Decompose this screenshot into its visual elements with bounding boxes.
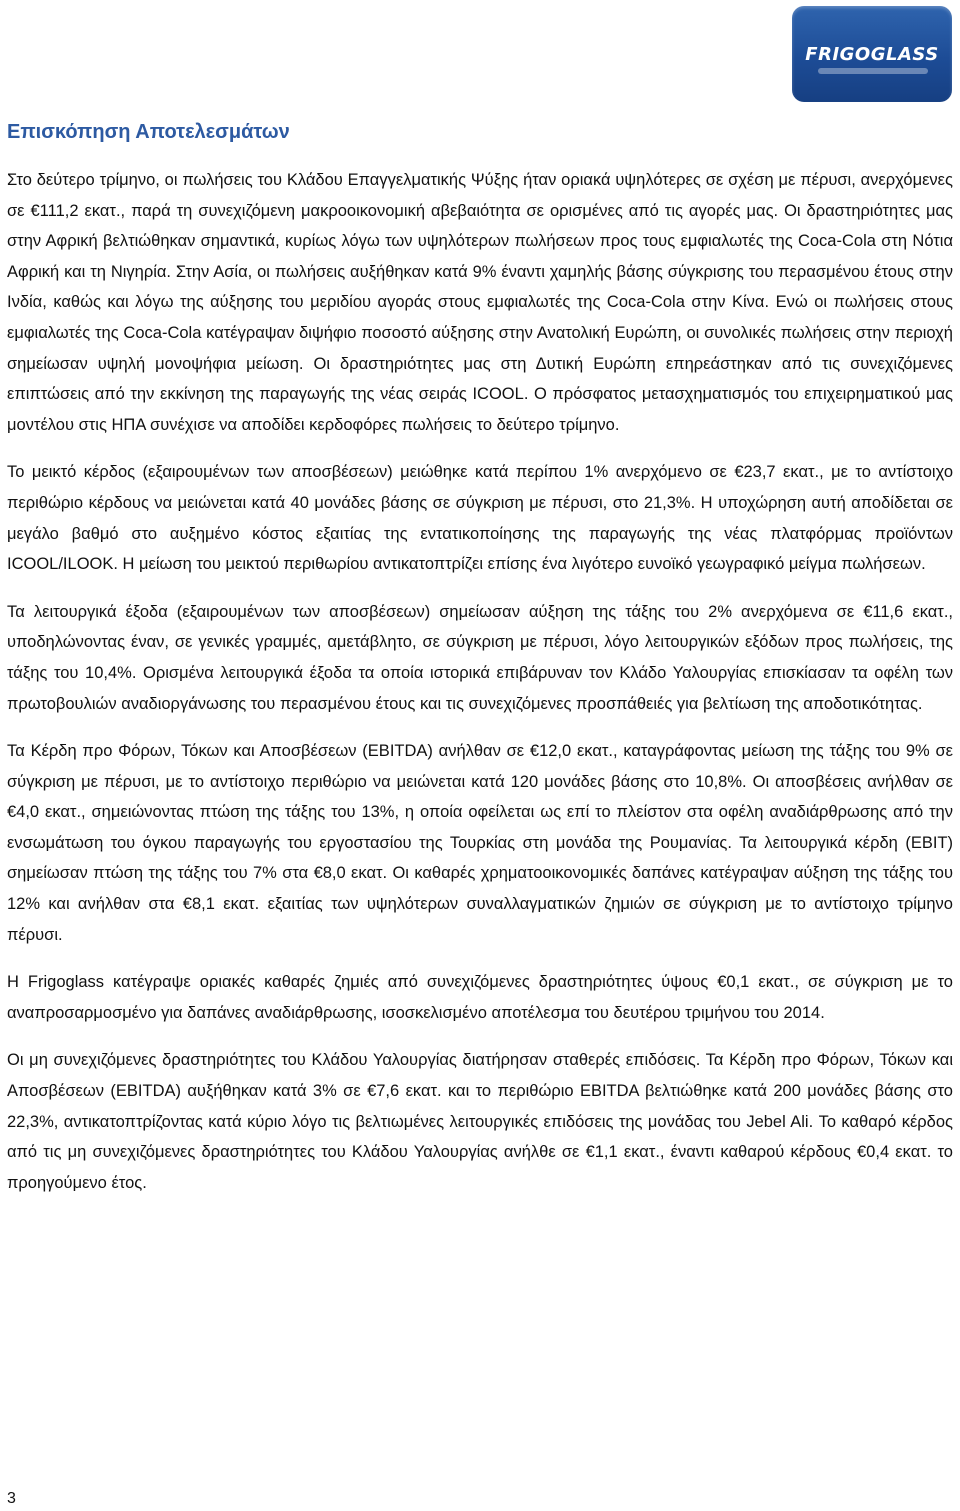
frigoglass-logo xyxy=(792,6,952,102)
paragraph-operating-expenses: Τα λειτουργικά έξοδα (εξαιρουμένων των αποσβέσεων) σημείωσαν αύξηση της τάξης του 2% ανερχόμενα σε €11,6 εκατ., υποδηλώνοντας έναν, σε γενικές γραμμές, αμετάβλητο, σε σύγκριση με πέρυσι, λόγο λειτουργικών εξόδων προς πωλήσεις, της τάξης του 10,4%. Ορισμένα λειτουργικά έξοδα τα οποία ιστορικά επιβάρυναν τον Κλάδο Υαλουργίας επισκίασαν τα οφέλη των πρωτοβουλιών αναδιοργάνωσης του περασμένου έτους και τις συνεχιζόμενες προσπάθειές για βελτίωση της αποδοτικότητας. xyxy=(7,602,953,713)
section-heading: Επισκόπηση Αποτελεσμάτων xyxy=(7,121,290,143)
page-number: 3 xyxy=(7,1490,16,1507)
paragraph-discontinued-operations: Οι μη συνεχιζόμενες δραστηριότητες του Κλάδου Υαλουργίας διατήρησαν σταθερές επιδόσεις. Τα Κέρδη προ Φόρων, Τόκων και Αποσβέσεων (EBITDA) αυξήθηκαν κατά 3% σε €7,6 εκατ. και το περιθώριο EBITDA βελτιώθηκε κατά 200 μονάδες βάσης στο 22,3%, αντικατοπτρίζοντας κατά κύριο λόγο τις βελτιωμένες λειτουργικές επιδόσεις της μονάδας του Jebel Ali. Το καθαρό κέρδος από τις μη συνεχιζόμενες δραστηριότητες του Κλάδου Υαλουργίας ανήλθε σε €1,1 εκατ., έναντι καθαρού κέρδους €0,4 εκατ. το προηγούμενο έτος. xyxy=(7,1051,953,1192)
paragraph-gross-profit: Το μεικτό κέρδος (εξαιρουμένων των αποσβέσεων) μειώθηκε κατά περίπου 1% ανερχόμενο σε €23,7 εκατ., με το αντίστοιχο περιθώριο κέρδους να μειώνεται κατά 40 μονάδες βάσης σε σύγκριση με πέρυσι, στο 21,3%. Η υποχώρηση αυτή αποδίδεται σε μεγάλο βαθμό στο αυξημένο κόστος εξαιτίας της εντατικοποίησης της παραγωγής της νέας πλατφόρμας προϊόντων ICOOL/ILOOK. Η μείωση του μεικτού περιθωρίου αντικατοπτρίζει επίσης ένα λιγότερο ευνοϊκό γεωγραφικό μείγμα πωλήσεων. xyxy=(7,463,953,574)
logo-text: FRIGOGLASS xyxy=(805,44,939,65)
paragraph-ebitda: Τα Κέρδη προ Φόρων, Τόκων και Αποσβέσεων (EBITDA) ανήλθαν σε €12,0 εκατ., καταγράφοντας μείωση της τάξης του 9% σε σύγκριση με πέρυσι, με το αντίστοιχο περιθώριο να μειώνεται κατά 120 μονάδες βάσης στο 10,8%. Οι αποσβέσεις ανήλθαν σε €4,0 εκατ., σημειώνοντας πτώση της τάξης του 13%, η οποία οφείλεται ως επί το πλείστον στα οφέλη αναδιάρθρωσης από την ενσωμάτωση του όγκου παραγωγής του εργοστασίου της Τουρκίας στη μονάδα της Ρουμανίας. Τα λειτουργικά κέρδη (EBIT) σημείωσαν πτώση της τάξης του 7% στα €8,0 εκατ. Οι καθαρές χρηματοοικονομικές δαπάνες κατέγραψαν αύξηση της τάξης του 12% και ανήλθαν στα €8,1 εκατ. εξαιτίας των υψηλότερων συναλλαγματικών ζημιών σε σύγκριση με το αντίστοιχο τρίμηνο πέρυσι. xyxy=(7,742,953,944)
paragraph-sales-overview: Στο δεύτερο τρίμηνο, οι πωλήσεις του Κλάδου Επαγγελματικής Ψύξης ήταν οριακά υψηλότερες σε σχέση με πέρυσι, ανερχόμενες σε €111,2 εκατ., παρά τη συνεχιζόμενη μακροοικονομική αβεβαιότητα σε ορισμένες από τις αγορές μας. Οι δραστηριότητες μας στην Αφρική βελτιώθηκαν σημαντικά, κυρίως λόγω των υψηλότερων πωλήσεων προς τους εμφιαλωτές της Coca-Cola στη Νότια Αφρική και τη Νιγηρία. Στην Ασία, οι πωλήσεις αυξήθηκαν κατά 9% έναντι χαμηλής βάσης σύγκρισης του περασμένου έτους στην Ινδία, καθώς και λόγω της αύξησης του μεριδίου αγοράς στους εμφιαλωτές της Coca-Cola στην Κίνα. Ενώ οι πωλήσεις στους εμφιαλωτές της Coca-Cola κατέγραψαν διψήφιο ποσοστό αύξησης στην Ανατολική Ευρώπη, οι συνολικές πωλήσεις στην περιοχή σημείωσαν υψηλή μονοψήφια μείωση. Οι δραστηριότητες μας στη Δυτική Ευρώπη επηρεάστηκαν από τις συνεχιζόμενες επιπτώσεις από την εκκίνηση της παραγωγής της νέας σειράς ICOOL. Ο πρόσφατος μετασχηματισμός του επιχειρηματικού μας μοντέλου στις ΗΠΑ συνέχισε να αποδίδει κερδοφόρες πωλήσεις το δεύτερο τρίμηνο. xyxy=(7,171,953,434)
paragraph-net-result: Η Frigoglass κατέγραψε οριακές καθαρές ζημιές από συνεχιζόμενες δραστηριότητες ύψους €0,1 εκατ., σε σύγκριση με το αναπροσαρμοσμένο για δαπάνες αναδιάρθρωσης, ισοσκελισμένο αποτέλεσμα του δευτέρου τριμήνου του 2014. xyxy=(7,973,953,1022)
logo-swoosh xyxy=(818,68,928,74)
document-body xyxy=(7,165,953,1215)
